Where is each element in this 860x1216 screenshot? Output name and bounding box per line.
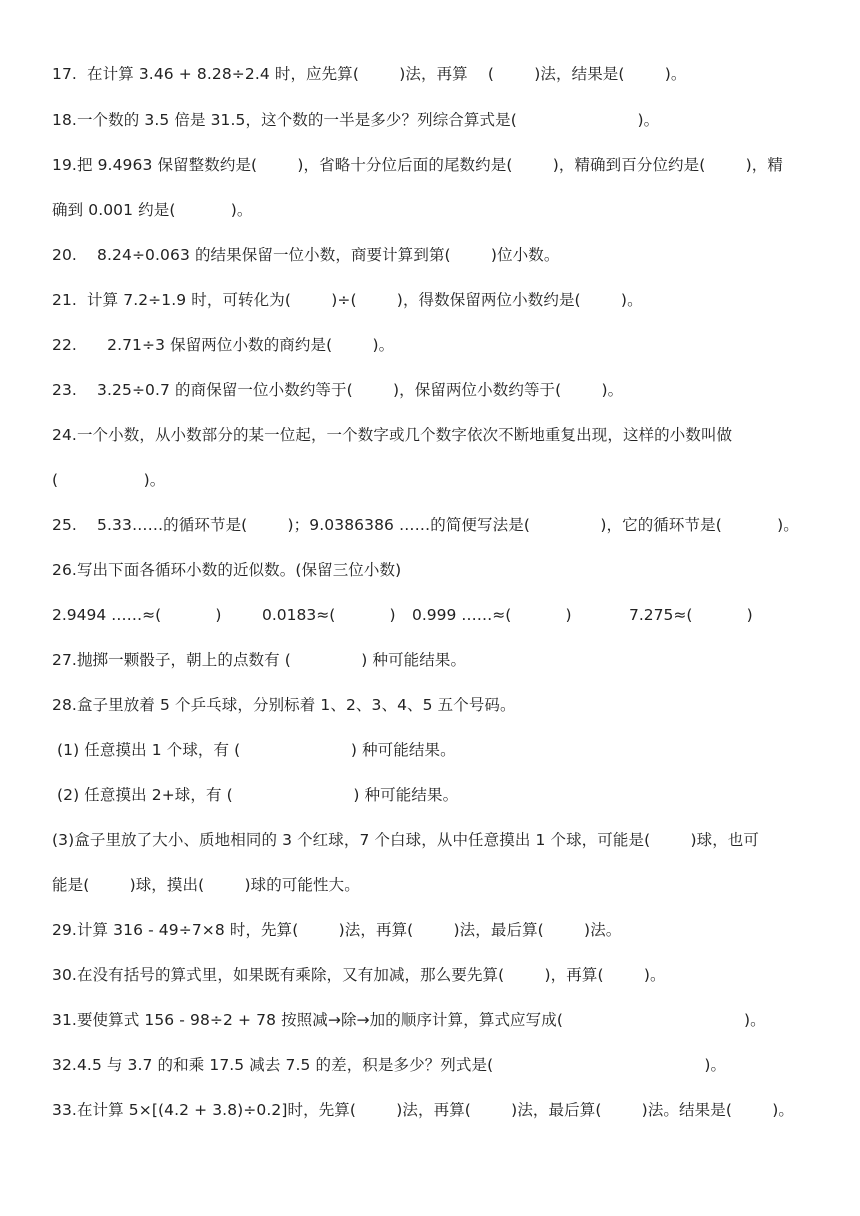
question-26-item: 0.999 ……≈( ) <box>412 606 572 624</box>
question-26: 26.写出下面各循环小数的近似数。(保留三位小数) <box>52 561 402 579</box>
question-24-line-1: 24.一个小数，从小数部分的某一位起，一个数字或几个数字依次不断地重复出现，这样的小数叫做 <box>52 426 733 444</box>
question-20: 20. 8.24÷0.063 的结果保留一位小数，商要计算到第( )位小数。 <box>52 246 560 264</box>
question-19-line-1: 19.把 9.4963 保留整数约是( )，省略十分位后面的尾数约是( )，精确到百分位约是( )，精 <box>52 156 783 174</box>
question-17: 17. 在计算 3.46 + 8.28÷2.4 时，应先算( )法，再算 ( )法，结果是( )。 <box>52 65 687 83</box>
question-29: 29.计算 316 - 49÷7×8 时，先算( )法，再算( )法，最后算( )法。 <box>52 921 622 939</box>
question-24-line-2: ( )。 <box>52 471 166 489</box>
question-28-part-3-line-1: (3)盒子里放了大小、质地相同的 3 个红球，7 个白球，从中任意摸出 1 个球，可能是( )球，也可 <box>52 831 759 849</box>
question-25: 25. 5.33……的循环节是( )；9.0386386 ……的简便写法是( )，它的循环节是( )。 <box>52 516 799 534</box>
question-32: 32.4.5 与 3.7 的和乘 17.5 减去 7.5 的差，积是多少？列式是( )。 <box>52 1056 727 1074</box>
question-26-item: 7.275≈( ) <box>629 606 753 624</box>
question-28-part-2: (2) 任意摸出 2+球，有 ( ) 种可能结果。 <box>52 786 459 804</box>
question-19-line-2: 确到 0.001 约是( )。 <box>52 201 253 219</box>
question-21: 21. 计算 7.2÷1.9 时，可转化为( )÷( )，得数保留两位小数约是( )。 <box>52 291 643 309</box>
question-26-item: 0.0183≈( ) <box>262 606 396 624</box>
question-26-items <box>52 605 812 627</box>
question-28: 28.盒子里放着 5 个乒乓球，分别标着 1、2、3、4、5 五个号码。 <box>52 696 516 714</box>
question-28-part-3-line-2: 能是( )球，摸出( )球的可能性大。 <box>52 876 360 894</box>
question-31: 31.要使算式 156 - 98÷2 + 78 按照减→除→加的顺序计算，算式应写成( )。 <box>52 1011 766 1029</box>
question-33: 33.在计算 5×[(4.2 + 3.8)÷0.2]时，先算( )法，再算( )法，最后算( )法。结果是( )。 <box>52 1101 794 1119</box>
question-26-item: 2.9494 ……≈( ) <box>52 606 222 624</box>
question-28-part-1: (1) 任意摸出 1 个球，有 ( ) 种可能结果。 <box>52 741 456 759</box>
question-23: 23. 3.25÷0.7 的商保留一位小数约等于( )，保留两位小数约等于( )。 <box>52 381 624 399</box>
question-18: 18.一个数的 3.5 倍是 31.5，这个数的一半是多少？列综合算式是( )。 <box>52 111 660 129</box>
question-30: 30.在没有括号的算式里，如果既有乘除，又有加减，那么要先算( )，再算( )。 <box>52 966 666 984</box>
question-22: 22. 2.71÷3 保留两位小数的商约是( )。 <box>52 336 395 354</box>
question-27: 27.抛掷一颗骰子，朝上的点数有 ( ) 种可能结果。 <box>52 651 467 669</box>
